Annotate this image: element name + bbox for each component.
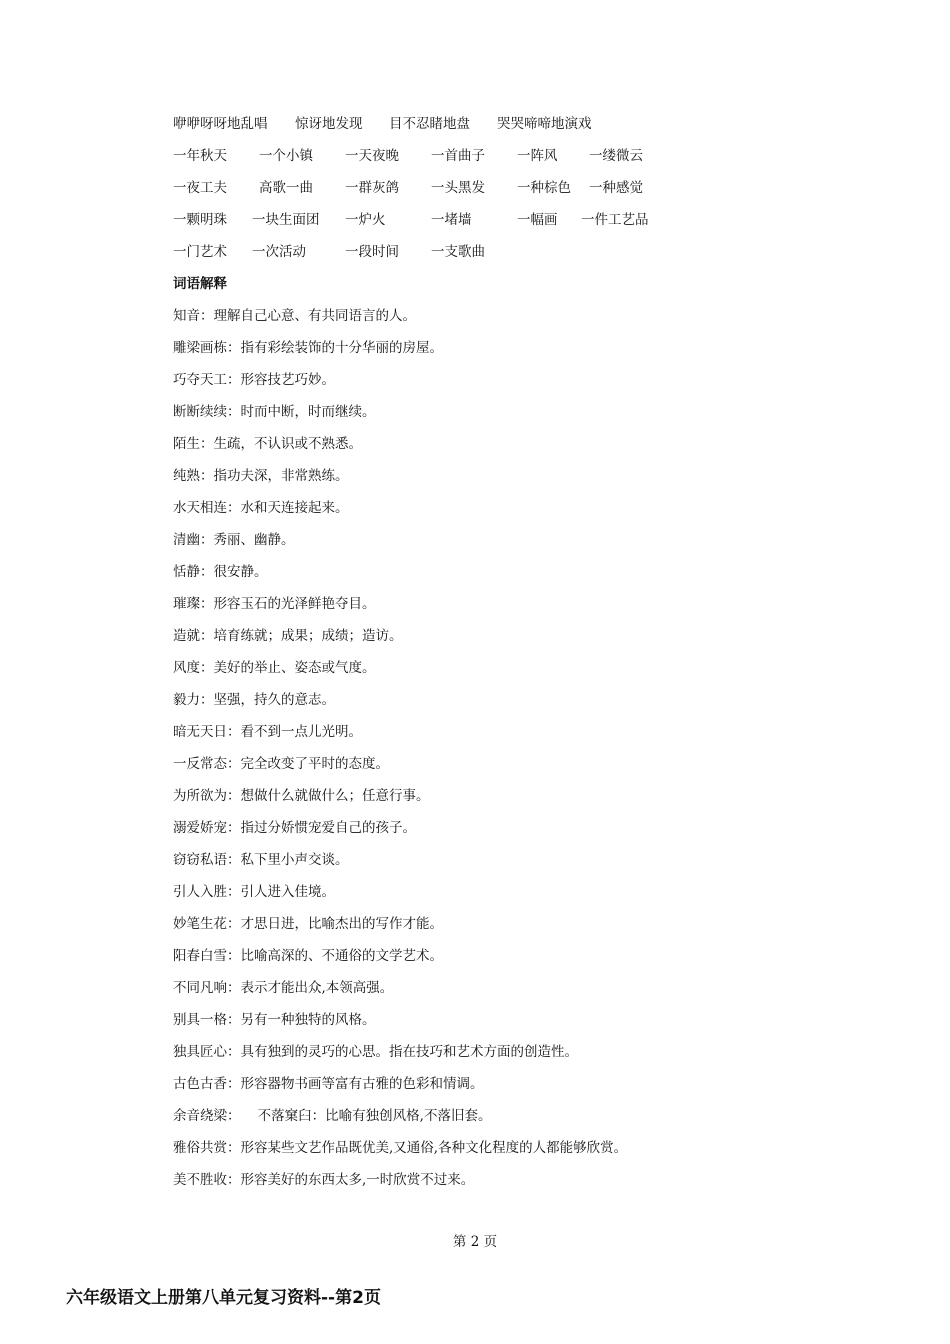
definition: 别具一格：另有一种独特的风格。 [173, 1012, 376, 1028]
definition: 古色古香：形容器物书画等富有古雅的色彩和情调。 [173, 1076, 484, 1092]
phrase: 哭哭啼啼地演戏 [497, 116, 592, 132]
definition: 毅力：坚强，持久的意志。 [173, 692, 335, 708]
phrase: 一阵风 [517, 148, 558, 164]
phrase-row [173, 208, 873, 240]
definition: 风度：美好的举止、姿态或气度。 [173, 660, 376, 676]
definition: 美不胜收：形容美好的东西太多,一时欣赏不过来。 [173, 1172, 475, 1188]
phrase: 一幅画 [517, 212, 558, 228]
phrase: 一群灰鸽 [345, 180, 399, 196]
definition: 恬静：很安静。 [173, 564, 268, 580]
page-content [173, 112, 873, 1200]
definition: 溺爱娇宠：指过分娇惯宠爱自己的孩子。 [173, 820, 416, 836]
section-title: 词语解释 [173, 276, 227, 292]
definition: 妙笔生花：才思日进，比喻杰出的写作才能。 [173, 916, 443, 932]
phrase: 一件工艺品 [581, 212, 649, 228]
phrase: 一年秋天 [173, 148, 227, 164]
definition: 知音：理解自己心意、有共同语言的人。 [173, 308, 416, 324]
definition: 一反常态：完全改变了平时的态度。 [173, 756, 389, 772]
phrase: 目不忍睹地盘 [389, 116, 470, 132]
phrase-row [173, 240, 873, 272]
phrase: 一次活动 [252, 244, 306, 260]
phrase: 一支歌曲 [431, 244, 485, 260]
phrase: 咿咿呀呀地乱唱 [173, 116, 268, 132]
definition: 水天相连：水和天连接起来。 [173, 500, 349, 516]
definition: 雅俗共赏：形容某些文艺作品既优美,又通俗,各种文化程度的人都能够欣赏。 [173, 1140, 628, 1156]
definition: 独具匠心：具有独到的灵巧的心思。指在技巧和艺术方面的创造性。 [173, 1044, 578, 1060]
definition: 为所欲为：想做什么就做什么；任意行事。 [173, 788, 430, 804]
phrase: 一堵墙 [431, 212, 472, 228]
phrase: 一段时间 [345, 244, 399, 260]
definition: 引人入胜：引人进入佳境。 [173, 884, 335, 900]
definition: 雕梁画栋：指有彩绘装饰的十分华丽的房屋。 [173, 340, 443, 356]
definition: 陌生：生疏，不认识或不熟悉。 [173, 436, 362, 452]
phrase: 一门艺术 [173, 244, 227, 260]
phrase: 一炉火 [345, 212, 386, 228]
definition: 清幽：秀丽、幽静。 [173, 532, 295, 548]
phrase: 一颗明珠 [173, 212, 227, 228]
definition: 窃窃私语：私下里小声交谈。 [173, 852, 349, 868]
phrase: 高歌一曲 [259, 180, 313, 196]
definition: 纯熟：指功夫深，非常熟练。 [173, 468, 349, 484]
definition: 阳春白雪：比喻高深的、不通俗的文学艺术。 [173, 948, 443, 964]
phrase: 一天夜晚 [345, 148, 399, 164]
phrase: 一缕微云 [589, 148, 643, 164]
phrase: 惊讶地发现 [295, 116, 363, 132]
phrase: 一头黑发 [431, 180, 485, 196]
definition: 暗无天日：看不到一点儿光明。 [173, 724, 362, 740]
definition: 巧夺天工：形容技艺巧妙。 [173, 372, 335, 388]
definition: 不同凡响：表示才能出众,本领高强。 [173, 980, 394, 996]
definition: 断断续续：时而中断，时而继续。 [173, 404, 376, 420]
phrase-row [173, 112, 873, 144]
phrase: 一块生面团 [252, 212, 320, 228]
phrase: 一夜工夫 [173, 180, 227, 196]
phrase-row [173, 144, 873, 176]
phrase: 一个小镇 [259, 148, 313, 164]
definition: 余音绕梁： 不落窠臼：比喻有独创风格,不落旧套。 [173, 1108, 492, 1124]
definition: 造就：培育练就；成果；成绩；造访。 [173, 628, 403, 644]
phrase: 一种棕色 [517, 180, 571, 196]
phrase: 一首曲子 [431, 148, 485, 164]
phrase: 一种感觉 [589, 180, 643, 196]
definition: 璀璨：形容玉石的光泽鲜艳夺目。 [173, 596, 376, 612]
footer-title: 六年级语文上册第八单元复习资料--第2页 [66, 1288, 381, 1308]
phrase-row [173, 176, 873, 208]
page-number: 第 2 页 [452, 1234, 498, 1250]
